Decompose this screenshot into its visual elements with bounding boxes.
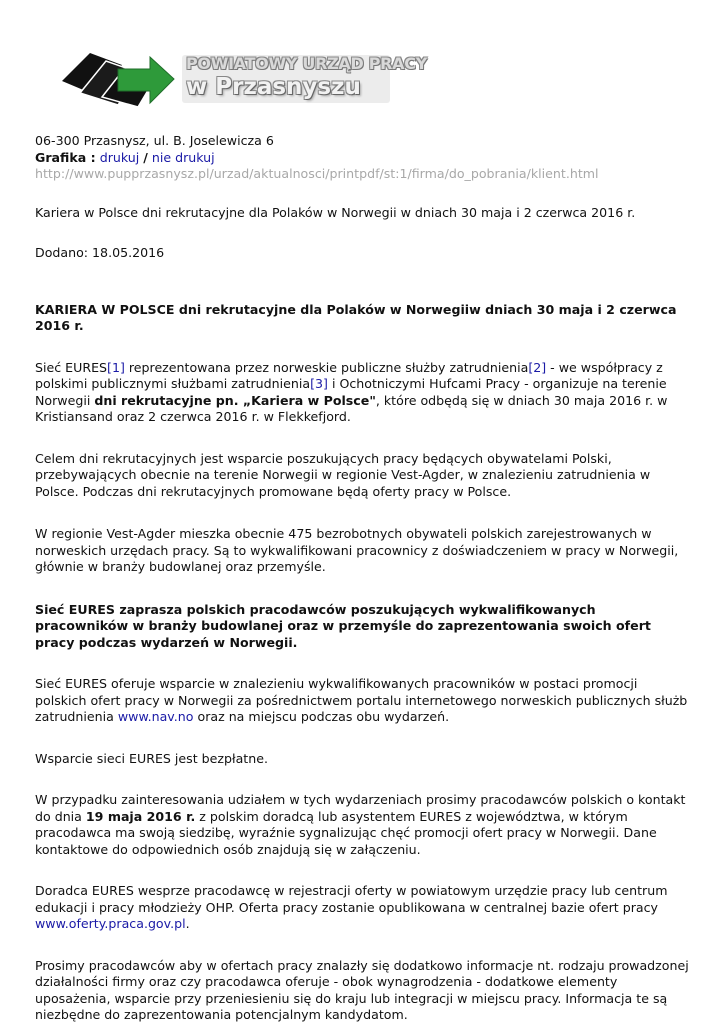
address: 06-300 Przasnysz, ul. B. Joselewicza 6: [35, 133, 274, 148]
date-added: Dodano: 18.05.2016: [35, 245, 165, 260]
p1-text-2: reprezentowana przez norweskie publiczne służby zatrudnienia: [124, 359, 529, 375]
p5-text-1: Sieć EURES oferuje wsparcie w znalezieniu wykwalifikowanych pracowników w postaci promocji polskich ofert pracy w Norwegii za pośrednictwem portalu internetowego norweskich publicznych służb zatrudnienia: [35, 676, 688, 724]
p1-bold: dni rekrutacyjne pn. „Kariera w Polsce": [94, 392, 376, 408]
p7-text-1: W przypadku zainteresowania udziałem w tych wydarzeniach prosimy pracodawców polskich o kontakt do dnia: [35, 792, 686, 824]
page-url: http://www.pupprzasnysz.pl/urzad/aktualnosci/printpdf/st:1/firma/do_pobrania/klient.html: [35, 166, 599, 181]
p1-text-1: Sieć EURES: [35, 359, 108, 375]
p8-text-2: .: [185, 916, 190, 931]
logo-text: [186, 55, 427, 100]
grafika-label: Grafika :: [35, 149, 96, 165]
no-print-link[interactable]: nie drukuj: [151, 149, 215, 165]
article-heading: KARIERA W POLSCE dni rekrutacyjne dla Polaków w Norwegiiw dniach 30 maja i 2 czerwca 2016 r.: [35, 301, 677, 333]
paragraph-6: Wsparcie sieci EURES jest bezpłatne.: [35, 750, 268, 766]
paragraph-2: Celem dni rekrutacyjnych jest wsparcie poszukujących pracy będących obywatelami Polski, przebywających obecnie na terenie Norwegii w regionie Vest-Agder, w znalezieniu zatrudnienia w Polsce. Podczas dni rekrutacyjnych promowane będą oferty pracy w Polsce.: [35, 450, 651, 499]
grafika-separator: /: [143, 149, 148, 165]
article-title: Kariera w Polsce dni rekrutacyjne dla Polaków w Norwegii w dniach 30 maja i 2 czerwca 2016 r.: [35, 204, 636, 220]
paragraph-8: [35, 883, 690, 933]
footnote-ref-2[interactable]: [2]: [528, 359, 547, 375]
p1-text-5: , które odbędą się w dniach 30 maja 2016 r. w Kristiansand oraz 2 czerwca 2016 r. w Flekkefjord.: [35, 392, 668, 424]
footnote-ref-3[interactable]: [3]: [310, 376, 328, 391]
p1-text-3: - we współpracy z polskimi publicznymi służbami zatrudnienia: [35, 359, 663, 391]
footnote-ref-1[interactable]: [1]: [107, 359, 125, 375]
paragraph-3: W regionie Vest-Agder mieszka obecnie 475 bezrobotnych obywateli polskich zarejestrowanych w norweskich urzędach pracy. Są to wykwalifikowani pracownicy z doświadczeniem w pracy w Norwegii, głównie w branży budowlanej oraz przemyśle.: [35, 526, 679, 574]
p7-text-2: z polskim doradcą lub asystentem EURES z województwa, w którym pracodawca ma swoją siedzibę, wyraźnie sygnalizując chęć promocji ofert pracy w Norwegii. Dane kontaktowe do odpowiednich osób znajdują się w załączeniu.: [35, 808, 657, 857]
paragraph-7: [35, 792, 690, 858]
p7-bold-date: 19 maja 2016 r.: [85, 808, 196, 824]
nav-link[interactable]: www.nav.no: [117, 709, 194, 724]
p8-text-1: Doradca EURES wesprze pracodawcę w rejestracji oferty w powiatowym urzędzie pracy lub centrum edukacji i pracy młodzieży OHP. Oferta pracy zostanie opublikowana w centralnej bazie ofert pracy: [35, 883, 668, 915]
p5-text-2: oraz na miejscu podczas obu wydarzeń.: [193, 709, 450, 724]
paragraph-4: Sieć EURES zaprasza polskich pracodawców poszukujących wykwalifikowanych pracowników w branży budowlanej oraz w przemyśle do zaprezentowania swoich ofert pracy podczas wydarzeń w Norwegii.: [35, 601, 651, 650]
p1-text-4: i Ochotniczymi Hufcami Pracy - organizuje na terenie Norwegii: [35, 376, 667, 408]
oferty-link[interactable]: www.oferty.praca.gov.pl: [35, 916, 186, 931]
paragraph-9: Prosimy pracodawców aby w ofertach pracy znalazły się dodatkowo informacje nt. rodzaju prowadzonej działalności firmy oraz czy pracodawca oferuje - obok wynagrodzenia - dodatkowe elementy uposażenia, wsparcie przy przeniesieniu się do kraju lub integracji w miejscu pracy. Informacja te są niezbędne do zaprezentowania potencjalnym kandydatom.: [35, 957, 689, 1022]
paragraph-5: [35, 676, 690, 726]
grafika-row: [35, 150, 690, 167]
print-link[interactable]: drukuj: [99, 149, 140, 165]
logo-title: POWIATOWY URZĄD PRACY: [186, 54, 427, 73]
document-body: [35, 133, 690, 1024]
logo-subtitle: w Przasnyszu: [186, 74, 361, 100]
paragraph-1: [35, 360, 690, 426]
